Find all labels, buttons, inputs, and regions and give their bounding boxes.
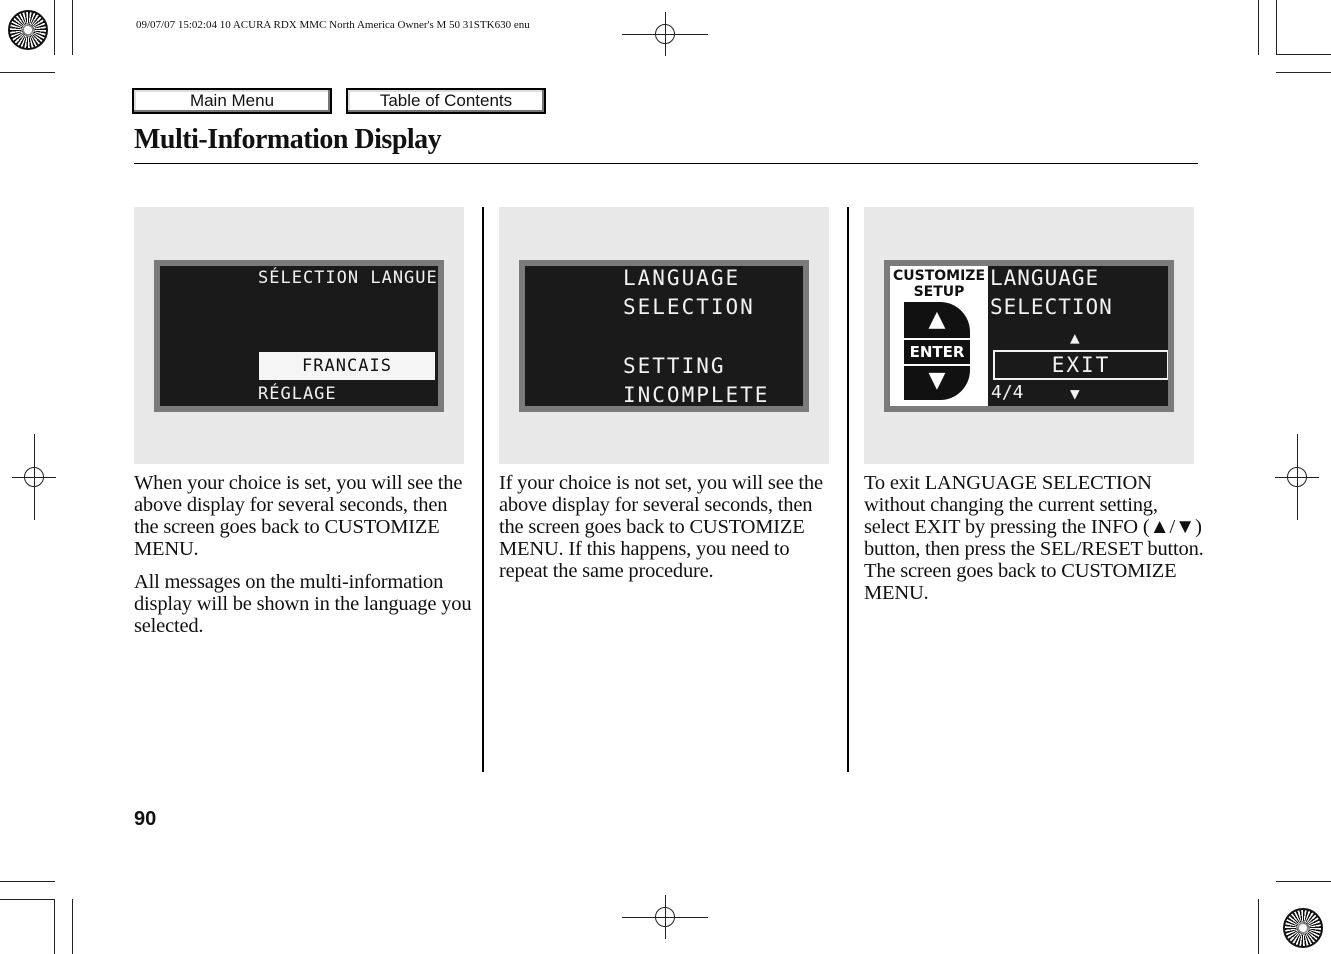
paragraph: When your choice is set, you will see the above display for several seconds, then the screen goes back to CUSTOMIZE MENU.	[134, 472, 463, 560]
customize-label: CUSTOMIZE	[892, 268, 986, 284]
up-arrow-icon: ▲	[1070, 328, 1081, 347]
lcd-line: RÉGLAGE	[258, 384, 337, 404]
print-header: 09/07/07 15:02:04 10 ACURA RDX MMC North America Owner's M 50 31STK630 enu	[136, 19, 530, 31]
lcd-screen	[160, 266, 438, 406]
title-divider	[134, 163, 1198, 164]
lcd-line: SELECTION	[623, 295, 755, 319]
lcd-line: LANGUAGE	[623, 266, 741, 290]
page-indicator: 4/4	[991, 382, 1024, 403]
lcd-line: LANGUAGE	[990, 266, 1100, 290]
setup-label: SETUP	[913, 284, 965, 300]
table-of-contents-button[interactable]: Table of Contents	[346, 88, 546, 114]
column-text	[499, 472, 829, 593]
down-arrow-icon: ▼	[928, 368, 946, 393]
figure-setting-incomplete	[499, 207, 829, 464]
lcd-display-frame	[884, 260, 1174, 412]
lcd-screen	[525, 266, 803, 406]
column-divider	[482, 207, 484, 772]
lcd-line: SELECTION	[990, 295, 1113, 319]
column-divider	[847, 207, 849, 772]
lcd-line: INCOMPLETE	[623, 383, 770, 406]
enter-label: ENTER	[904, 338, 970, 366]
main-menu-button[interactable]: Main Menu	[132, 88, 332, 114]
lcd-selected-option: FRANCAIS	[259, 352, 435, 380]
figure-language-set	[134, 207, 464, 464]
lcd-exit-option: EXIT	[993, 350, 1168, 380]
registration-sunburst-icon	[1283, 908, 1323, 948]
lcd-line: SÉLECTION LANGUE	[258, 268, 438, 288]
lcd-display-frame	[519, 260, 809, 412]
control-pad-icon	[904, 302, 970, 400]
registration-sunburst-icon	[8, 10, 48, 50]
page-title: Multi-Information Display	[134, 124, 442, 155]
column-text	[134, 472, 474, 648]
up-arrow-icon: ▲	[928, 307, 946, 332]
lcd-display-frame	[154, 260, 444, 412]
lcd-screen	[890, 266, 1168, 406]
paragraph: To exit LANGUAGE SELECTION without changing the current setting, select EXIT by pressing the INFO (▲/▼) button, then press the SEL/RESET button. The screen goes back to CUSTOMIZE MENU.	[864, 472, 1204, 604]
lcd-line: SETTING	[623, 354, 726, 378]
paragraph: If your choice is not set, you will see the above display for several seconds, then the screen goes back to CUSTOMIZE MENU. If this happens, you need to repeat the same procedure.	[499, 472, 823, 582]
page-number: 90	[134, 808, 157, 830]
column-text	[864, 472, 1204, 615]
down-arrow-icon: ▼	[1070, 384, 1081, 403]
figure-exit-language-selection	[864, 207, 1194, 464]
customize-setup-panel	[890, 266, 988, 406]
paragraph: All messages on the multi-information display will be shown in the language you selected.	[134, 571, 472, 637]
